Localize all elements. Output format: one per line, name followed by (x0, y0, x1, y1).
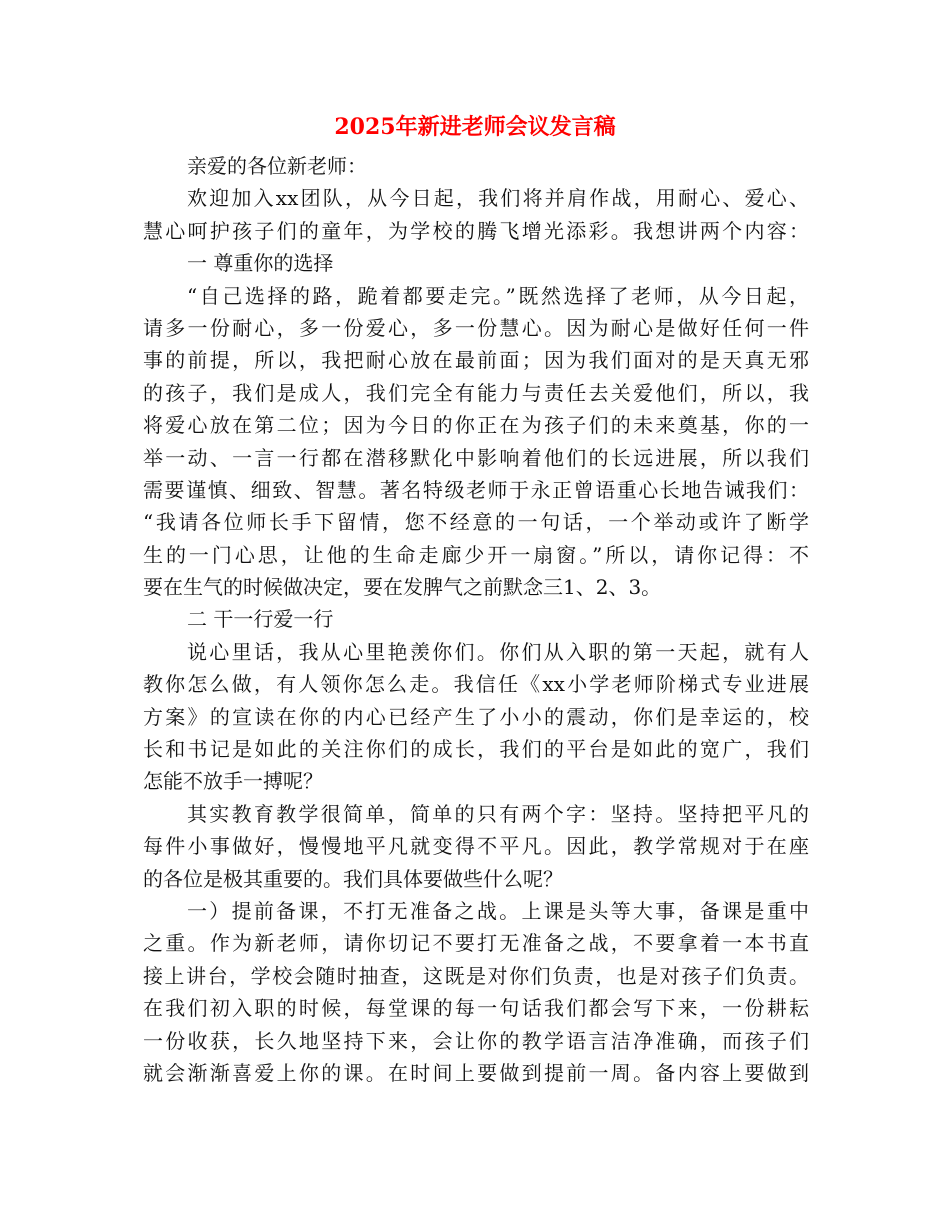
text-line: 将爱心放在第二位；因为今日的你正在为孩子们的未来奠基，你的一 (143, 413, 809, 438)
text-line: 长和书记是如此的关注你们的成长，我们的平台是如此的宽广，我们 (143, 737, 809, 762)
text-line: 在我们初入职的时候，每堂课的每一句话我们都会写下来，一份耕耘 (143, 996, 809, 1021)
text-line: 需要谨慎、细致、智慧。著名特级老师于永正曾语重心长地告诫我们： (143, 477, 809, 502)
text-line: 其实教育教学很简单，简单的只有两个字：坚持。坚持把平凡的 (187, 801, 809, 826)
text-line: 接上讲台，学校会随时抽查，这既是对你们负责，也是对孩子们负责。 (143, 963, 809, 988)
text-line: 方案》的宣读在你的内心已经产生了小小的震动，你们是幸运的，校 (143, 704, 809, 729)
text-line: 就会渐渐喜爱上你的课。在时间上要做到提前一周。备内容上要做到 (143, 1060, 809, 1085)
text-line: 二 干一行爱一行 (187, 607, 334, 632)
text-line: 怎能不放手一搏呢？ (143, 769, 323, 794)
text-line: 说心里话，我从心里艳羡你们。你们从入职的第一天起，就有人 (187, 639, 809, 664)
text-line: 慧心呵护孩子们的童年，为学校的腾飞增光添彩。我想讲两个内容： (143, 218, 809, 243)
text-line: 举一动、一言一行都在潜移默化中影响着他们的长远进展，所以我们 (143, 445, 809, 470)
document-body (143, 150, 809, 1089)
text-line: 每件小事做好，慢慢地平凡就变得不平凡。因此，教学常规对于在座 (143, 834, 809, 859)
text-line: 一份收获，长久地坚持下来，会让你的教学语言洁净准确，而孩子们 (143, 1028, 809, 1053)
text-line: 之重。作为新老师，请你切记不要打无准备之战，不要拿着一本书直 (143, 931, 809, 956)
text-line: “自己选择的路，跪着都要走完。”既然选择了老师，从今日起， (187, 283, 809, 308)
text-line: 亲爱的各位新老师： (187, 154, 367, 178)
text-line: 一 尊重你的选择 (187, 251, 334, 276)
text-line: 要在生气的时候做决定，要在发脾气之前默念三1、2、3。 (143, 575, 662, 600)
text-line: 教你怎么做，有人领你怎么走。我信任《xx小学老师阶梯式专业进展 (143, 672, 809, 697)
text-line: 的各位是极其重要的。我们具体要做些什么呢？ (143, 866, 563, 891)
document-title: 2025年新进老师会议发言稿 (334, 114, 616, 140)
text-line: 的孩子，我们是成人，我们完全有能力与责任去关爱他们，所以，我 (143, 380, 809, 405)
text-line: 生的一门心思，让他的生命走廊少开一扇窗。”所以，请你记得：不 (143, 542, 809, 567)
text-line: 一）提前备课，不打无准备之战。上课是头等大事，备课是重中 (187, 898, 809, 923)
text-line: 欢迎加入xx团队，从今日起，我们将并肩作战，用耐心、爱心、 (187, 186, 809, 211)
text-line: “我请各位师长手下留情，您不经意的一句话，一个举动或许了断学 (143, 510, 809, 535)
text-line: 请多一份耐心，多一份爱心，多一份慧心。因为耐心是做好任何一件 (143, 315, 809, 340)
text-line: 事的前提，所以，我把耐心放在最前面；因为我们面对的是天真无邪 (143, 348, 809, 373)
